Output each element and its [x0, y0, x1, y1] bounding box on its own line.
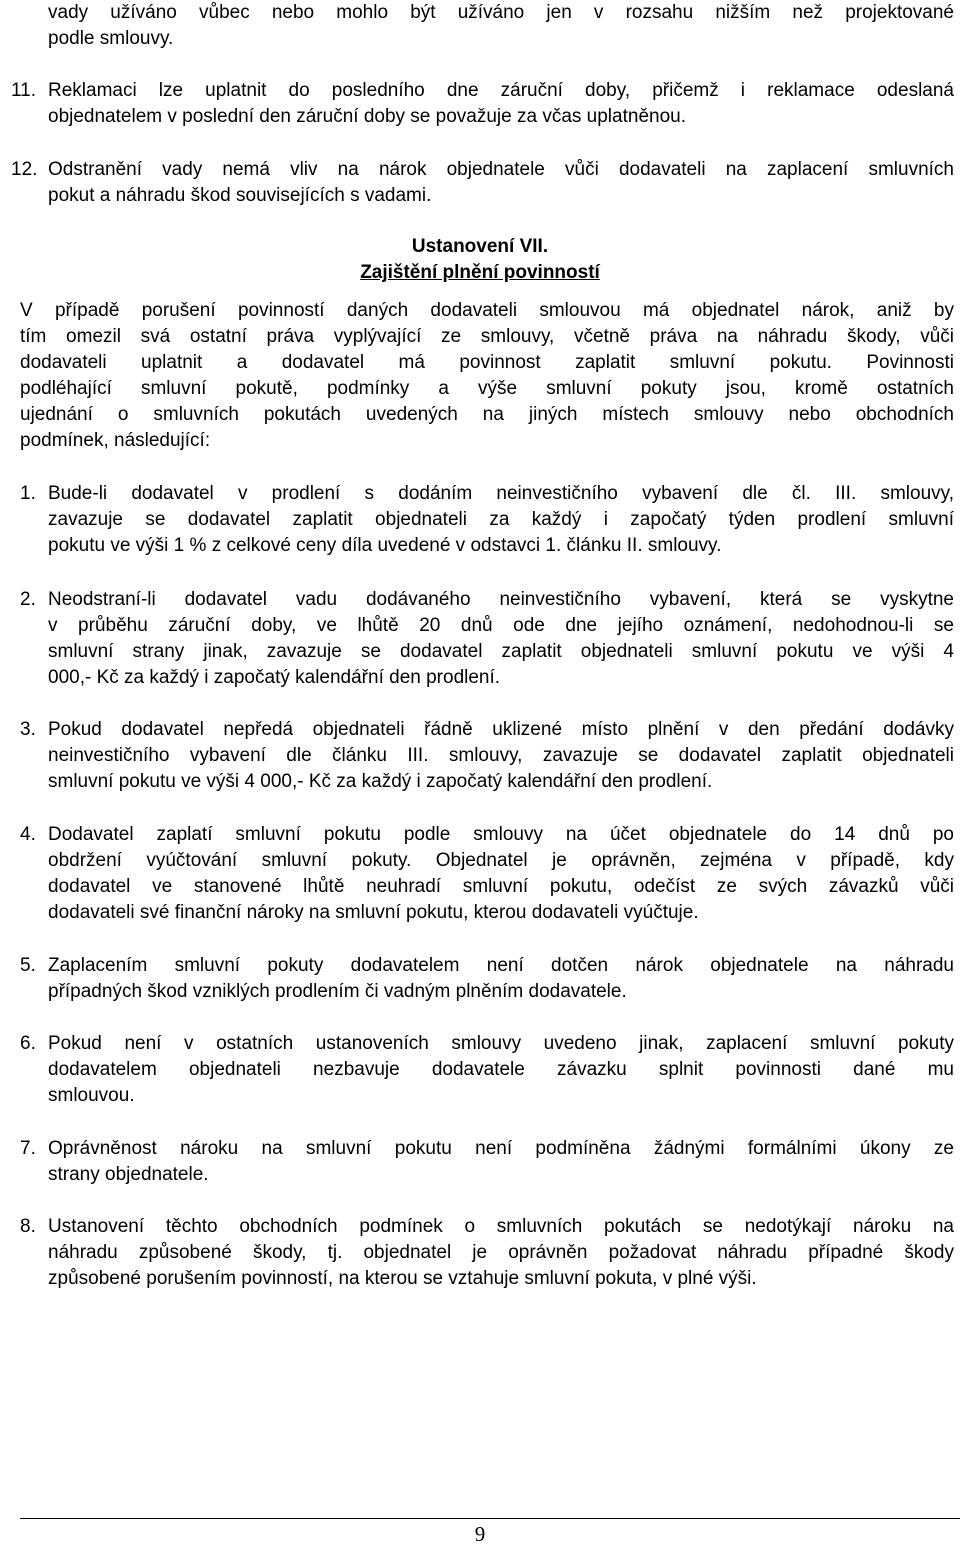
text-line: Oprávněnost nároku na smluvní pokutu není podmíněna žádnými formálními úkony ze [48, 1138, 954, 1159]
item-number: 5. [20, 955, 36, 976]
text-line: dodavatel ve stanovené lhůtě neuhradí smluvní pokutu, odečíst ze svých závazků vůči [48, 876, 954, 897]
item-number: 12. [11, 159, 38, 180]
text-line: dodavatelem objednateli nezbavuje dodavatele závazku splnit povinnosti dané mu [48, 1059, 954, 1080]
item-number: 6. [20, 1033, 36, 1054]
footer-divider [20, 1518, 960, 1519]
text-line: podle smlouvy. [48, 28, 174, 49]
item-number: 3. [20, 719, 36, 740]
text-line: ujednání o smluvních pokutách uvedených na jiných místech smlouvy nebo obchodních [20, 404, 954, 425]
text-line: obdržení vyúčtování smluvní pokuty. Objednatel je oprávněn, zejména v případě, kdy [48, 850, 954, 871]
text-line: Pokud dodavatel nepředá objednateli řádně uklizené místo plnění v den předání dodávky [48, 719, 954, 740]
text-line: V případě porušení povinností daných dodavateli smlouvou má objednatel nárok, aniž by [20, 300, 954, 321]
text-line: dodavateli uplatnit a dodavatel má povinnost zaplatit smluvní pokutu. Povinnosti [20, 352, 954, 373]
text-line: 000,- Kč za každý i započatý kalendářní den prodlení. [48, 667, 501, 688]
item-number: 2. [20, 589, 36, 610]
text-line: tím omezil svá ostatní práva vyplývající ze smlouvy, včetně práva na náhradu škody, vůči [20, 326, 954, 347]
text-line: v průběhu záruční doby, ve lhůtě 20 dnů ode dne jejího oznámení, nedohodnou-li se [48, 615, 954, 636]
item-number: 11. [11, 80, 37, 101]
text-line: pokut a náhradu škod souvisejících s vadami. [48, 185, 432, 206]
text-line: Dodavatel zaplatí smluvní pokutu podle smlouvy na účet objednatele do 14 dnů po [48, 824, 954, 845]
text-line: podmínek, následující: [20, 430, 211, 451]
text-line: strany objednatele. [48, 1164, 209, 1185]
item-number: 4. [20, 824, 36, 845]
text-line: smlouvou. [48, 1085, 135, 1106]
item-number: 7. [20, 1138, 36, 1159]
item-number: 1. [20, 483, 36, 504]
text-line: Odstranění vady nemá vliv na nárok objednatele vůči dodavateli na zaplacení smluvních [48, 159, 954, 180]
text-line: smluvní strany jinak, zavazuje se dodavatel zaplatit objednateli smluvní pokutu ve výši 4 [48, 641, 954, 662]
text-line: Neodstraní-li dodavatel vadu dodávaného neinvestičního vybavení, která se vyskytne [48, 589, 954, 610]
text-line: náhradu způsobené škody, tj. objednatel je oprávněn požadovat náhradu případné škody [48, 1242, 954, 1263]
section-title: Ustanovení VII. [411, 236, 549, 257]
text-line: smluvní pokutu ve výši 4 000,- Kč za každý i započatý kalendářní den prodlení. [48, 771, 713, 792]
section-subtitle-text: Zajištění plnění povinností [360, 262, 600, 283]
text-line: pokutu ve výši 1 % z celkové ceny díla uvedené v odstavci 1. článku II. smlouvy. [48, 535, 722, 556]
text-line: neinvestičního vybavení dle článku III. smlouvy, zavazuje se dodavatel zaplatit objednateli [48, 745, 954, 766]
text-line: Ustanovení těchto obchodních podmínek o smluvních pokutách se nedotýkají nároku na [48, 1216, 954, 1237]
text-line: Pokud není v ostatních ustanoveních smlouvy uvedeno jinak, zaplacení smluvní pokuty [48, 1033, 954, 1054]
page-number: 9 [474, 1522, 486, 1546]
text-line: zavazuje se dodavatel zaplatit objednateli za každý i započatý týden prodlení smluvní [48, 509, 954, 530]
text-line: případných škod vzniklých prodlením či vadným plněním dodavatele. [48, 981, 627, 1002]
text-line: způsobené porušením povinností, na kterou se vztahuje smluvní pokuta, v plné výši. [48, 1268, 757, 1289]
text-line: Zaplacením smluvní pokuty dodavatelem není dotčen nárok objednatele na náhradu [48, 955, 954, 976]
text-line: Reklamaci lze uplatnit do posledního dne záruční doby, přičemž i reklamace odeslaná [48, 80, 954, 101]
section-subtitle [0, 260, 960, 286]
text-line: vady užíváno vůbec nebo mohlo být užíváno jen v rozsahu nižším než projektované [48, 2, 954, 23]
item-number: 8. [20, 1216, 36, 1237]
text-line: podléhající smluvní pokutě, podmínky a výše smluvní pokuty jsou, kromě ostatních [20, 378, 954, 399]
text-line: objednatelem v poslední den záruční doby se považuje za včas uplatněnou. [48, 106, 686, 127]
text-line: Bude-li dodavatel v prodlení s dodáním neinvestičního vybavení dle čl. III. smlouvy, [48, 483, 954, 504]
text-line: dodavateli své finanční nároky na smluvní pokutu, kterou dodavateli vyúčtuje. [48, 902, 699, 923]
